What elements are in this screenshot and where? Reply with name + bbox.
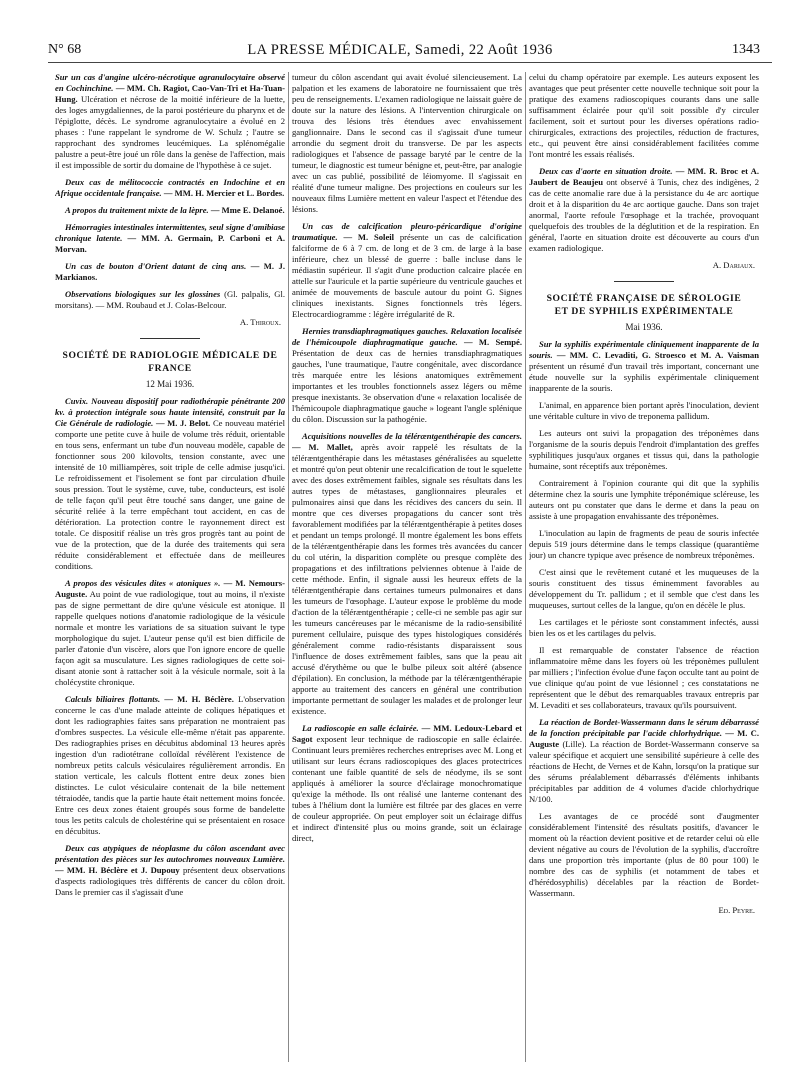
article-authors: — MM. H. Béclère et J. Dupouy: [55, 865, 180, 875]
paragraph: L'inoculation au lapin de fragments de peau de souris infectée depuis 519 jours détermine dans le temps classique (quarantième jour) un chancre typique avec présence de nombreux tréponèmes.: [529, 528, 759, 560]
article-title: Deux cas atypiques de néoplasme du côlon ascendant avec présentation des pièces sur les autochromes nouveaux Lumière.: [55, 843, 285, 864]
article-authors: — M. H. Béclère.: [164, 694, 234, 704]
article: [55, 843, 285, 898]
column-divider: [288, 72, 289, 1062]
article-body: ont observé à Tunis, chez des indigènes, 2 cas de cette anomalie rare due à la persistance du 4e arc aortique droit et à la disparition du 4e arc aortique gauche. Dans son trajet anormal, l'aorte refoule l'œsophage et la trachée, provoquant quelquefois des troubles de la déglutition et de la respiration. En général, l'aorte en situation droite est découverte au cours d'un examen radiologique.: [529, 177, 759, 253]
article-title: La radioscopie en salle éclairée.: [302, 723, 419, 733]
article-authors: — MM. R. Broc et A. Jaubert de Beaujeu: [529, 166, 759, 187]
paragraph: Les avantages de ce procédé sont d'augmenter considérablement l'intensité des résultats positifs, d'avancer le moment où la réaction devient positive et de retarder celui où elle devient négative au cours de l'évolution de la syphilis, d'accroître dans une proportion très importante (plus de 80 pour 100) le nombre des cas de syphilis (et notamment de tabes et d'hérédosyphilis) décelables par la réaction de Bordet-Wassermann.: [529, 811, 759, 898]
article-body: L'observation concerne le cas d'une malade atteinte de coliques hépatiques et dont les radiographies faites sans préparation ne montraient pas d'ombres suspectes. La vésicule elle-même n'était pas apparente. Des radiographies prises en décubitus abdominal 13 heures après ingestion d'un radiotétrane colloïdal révélèrent l'existence de nombreux petits calculs vésiculaires régulièrement arrondis. En station verticale, les calculs flottent entre deux zones bien distinctes. Le culot vésiculaire contenait de la bile nettement tétraiodée, tandis que la partie haute était nettement moins foncée. Entre ces deux zones étaient groupés sous forme de bandelette tous les petits calculs de cholestérine qui se présentaient en rosace en décubitus.: [55, 694, 285, 836]
article-body: tumeur du côlon ascendant qui avait évolué silencieusement. La palpation et les examens de laboratoire ne fournissaient que très peu de renseignements. L'examen radiologique ne laissait guère de doute sur la nature des lésions. A l'intervention chirurgicale on trouva des lésions très étendues avec envahissement ganglionnaire. Dans le second cas il s'agissait d'une tumeur arrondie du segment droit du transverse. De par les aspects radiologiques et l'absence de passage baryté par le centre de la tumeur, le diagnostic est tumeur bénigne et, peut-être, par analogie avec un cas publié, possibilité de léiomyome. Il s'agissait en réalité d'une tumeur maligne. Des projections en couleurs sur les nouveaux films Lumière mettent en valeur l'aspect et l'étendue des lésions.: [292, 72, 522, 214]
paragraph: Contrairement à l'opinion courante qui dit que la syphilis détermine chez la souris une lymphite tréponémique scléreuse, les auteurs ont pu constater que dans le derme et dans la peau on assiste à une propagation envahissante des tréponèmes.: [529, 478, 759, 521]
article: [55, 205, 285, 216]
article-body: Au point de vue radiologique, tout au moins, il n'existe pas de signe permettant de dire qu'une vésicule est atonique. Il rappelle quelques notions d'anatomie radiologique de la vésicule normale et montre les variations de sa situation suivant le type morphologique du sujet. L'auteur pense qu'il est bien difficile de parler d'atonie d'un viscère, alors que l'on ignore encore de quelle façon agit sa musculature. Les signes radiologiques de cette soi-disant atonie sont à rattacher soit à la vésicule normale, soit à la cholécystite chronique.: [55, 589, 285, 687]
column-divider: [525, 72, 526, 1062]
article-authors: — M. Sempé.: [464, 337, 522, 347]
article-title: A propos du traitement mixte de la lèpre.: [65, 205, 209, 215]
article-title: Calculs biliaires flottants.: [65, 694, 161, 704]
article-authors: — Mme E. Delanoé.: [210, 205, 285, 215]
page-number: 1343: [732, 42, 760, 57]
column-3: [529, 72, 759, 1072]
article: [529, 339, 759, 394]
article-body: (Gl. palpalis, Gl. morsitans). — MM. Roubaud et J. Colas-Belcour.: [55, 289, 285, 310]
article: [292, 326, 522, 425]
article-authors: — M. J. Belot.: [155, 418, 211, 428]
article-authors: — MM. Ch. Ragiot, Cao-Van-Tri et Ha-Tuan-Hung.: [55, 83, 285, 104]
paragraph: Les cartilages et le périoste sont constamment infectés, aussi bien les os et les cartilages du pelvis.: [529, 617, 759, 638]
article-title: Cuvix. Nouveau dispositif pour radiothérapie pénétrante 200 kv. à protection intégrale sous haute intensité, construit par la Cie Générale de radiologie.: [55, 396, 285, 428]
article-authors: — M. Soleil: [343, 232, 395, 242]
article-body: (Lille). La réaction de Bordet-Wassermann conserve sa valeur spécifique et acquiert une sensibilité supérieure à celle des réactions de Hecht, de Vernes et de Kahn, lorsqu'on la pratique sur des sérums préalablement débarrassés d'éléments inhibants précipitables par addition de 4 volumes d'acide chlorhydrique N/100.: [529, 739, 759, 804]
article: [55, 72, 285, 171]
article-authors: — M. J. Markianos.: [55, 261, 285, 282]
column-2: [292, 72, 522, 1072]
article-authors: — M. C. Auguste: [529, 728, 759, 749]
article-title: Un cas de bouton d'Orient datant de cinq ans.: [65, 261, 247, 271]
article-body: Présentation de deux cas de hernies transdiaphragmatiques gauches, l'une traumatique, l'autre congénitale, avec discordance très marquée entre les lésions anatomiques extrêmement importantes et les troubles fonctionnels assez légers ou même presque inexistants. 3e observation d'une « relaxation localisée de l'hémicoupole diaphragmatique gauche » logeant l'angle splénique du côlon. Discussion sur la pathogénie.: [292, 348, 522, 424]
article-body: présentent un résumé d'un travail très important, concernant une étude nouvelle sur la syphilis expérimentale cliniquement inapparente de la souris.: [529, 361, 759, 393]
article-authors: — MM. Ledoux-Lebard et Sagot: [292, 723, 522, 744]
paragraph: L'animal, en apparence bien portant après l'inoculation, devient une véritable culture in vivo de treponema pallidum.: [529, 400, 759, 421]
article: [55, 222, 285, 255]
article-title: Sur un cas d'angine ulcéro-nécrotique agranulocytaire observé en Cochinchine.: [55, 72, 285, 93]
article-body: présente un cas de calcification falciforme de 6 à 7 cm. de long et de 3 cm. de large à la base inférieure, chez un blessé de guerre : balle incluse dans le médiastin supérieur. Il s'agit d'une production calcaire placée en attelle sur l'auricule et la partie supérieure du ventricule gauches et animée de mouvements de bascule autour du point G. Signes cliniques inexistants. Signes fonctionnels très légers. Electrocardiogramme : légère irrégularité de R.: [292, 232, 522, 319]
article: [55, 578, 285, 688]
article-body: Ulcération et nécrose de la moitié inférieure de la luette, des loges amygdaliennes, de la paroi postérieure du pharynx et de l'épiglotte, décès. Le syndrome agranulocytaire a évolué en 2 phases : l'une rappelant le syndrome de W. Schulz ; l'autre se rapprochant des syndromes leucémiques. La splénomégalie palustre a peut-être joué un rôle dans la genèse de l'affection, mais il est impossible de sortir du domaine de l'hypothèse à ce sujet.: [55, 94, 285, 170]
article-title: Sur la syphilis expérimentale cliniquement inapparente de la souris.: [529, 339, 759, 360]
separator: [140, 338, 200, 339]
article-title: Un cas de calcification pleuro-péricardique d'origine traumatique.: [292, 221, 522, 242]
paragraph: Il est remarquable de constater l'absence de réaction inflammatoire même dans les foyers où les tréponèmes pullulent par milliers ; l'infection évolue d'une façon occulte tant au point de vue clinique qu'au point de vue lésionnel ; ces constatations ne représentent que le début des remarquables travaux entrepris par M. Levaditi et ses collaborateurs, travaux qu'ils poursuivent.: [529, 645, 759, 710]
article: [292, 431, 522, 717]
article-title: Deux cas de mélitococcie contractés en Indochine et en Afrique occidentale française.: [55, 177, 285, 198]
separator: [614, 281, 674, 282]
article-title: La réaction de Bordet-Wassermann dans le sérum débarrassé de la fonction précipitable par l'acide chlorhydrique.: [529, 717, 759, 738]
article-authors: — MM. C. Levaditi, G. Stroesco et M. A. Vaisman: [556, 350, 759, 360]
signature: A. Dariaux.: [712, 260, 755, 270]
header-rule: [48, 62, 772, 63]
signature: A. Thiroux.: [239, 317, 281, 327]
journal-title: LA PRESSE MÉDICALE, Samedi, 22 Août 1936: [247, 42, 553, 58]
article: [55, 261, 285, 283]
article: [55, 694, 285, 837]
article-title: Observations biologiques sur les glossines: [65, 289, 221, 299]
article-title: Acquisitions nouvelles de la téléræntgenthérapie des cancers.: [302, 431, 522, 441]
article: [55, 177, 285, 199]
article-authors: — M. Nemours-Auguste.: [55, 578, 285, 599]
section-date: Mai 1936.: [625, 322, 663, 332]
issue-number: N° 68: [48, 42, 82, 57]
article: [55, 289, 285, 311]
article-authors: — MM. A. Germain, P. Carboni et A. Morvan.: [55, 233, 285, 254]
article-body: Ce nouveau matériel comporte une petite cuve à huile de volume très réduit, orientable en tous sens, enfermant un tube d'un nouveau modèle, capable de fonctionner sous 200 kilovolts, tension constante, avec une intensité de 10 milliampères, soit triple de celle admise jusqu'ici. Le refroidissement et l'isolement se font par circulation d'huile sous pression. Tout le système, cuve, tube, conducteurs, est isolé de telle façon qu'il peut être touché sans danger, une gaine de sécurité reliée à la terre empêchant tout accident, en cas de détérioration. La protection contre le rayonnement direct est totale. Ce dispositif réalise un très gros progrès tant au point de vue de la protection, que de la durée des traitements qui sera réduite considérablement et effectuée dans de meilleures conditions.: [55, 418, 285, 571]
article-body: celui du champ opératoire par exemple. Les auteurs exposent les avantages que peut présenter cette nouvelle technique soit pour la pratique des examens radioscopiques courants dans une salle suffisamment éclairée pour qu'il soit possible d'y circuler facilement, soit et surtout pour les diverses opérations radio-chirurgicales, extractions des projectiles, réduction de fractures, etc., qui peuvent être ainsi considérablement facilitées comme l'ont montré les essais réalisés.: [529, 72, 759, 159]
article-title: A propos des vésicules dites « atoniques ».: [65, 578, 221, 588]
section-date: 12 Mai 1936.: [145, 379, 195, 389]
article-authors: — MM. H. Mercier et L. Bordes.: [163, 188, 285, 198]
article-authors: — M. Mallet,: [292, 442, 353, 452]
section-title-line-2: ET DE SYPHILIS EXPÉRIMENTALE: [554, 306, 734, 317]
article-title: Deux cas d'aorte en situation droite.: [539, 166, 673, 176]
article: [529, 717, 759, 805]
paragraph: Les auteurs ont suivi la propagation des tréponèmes dans l'organisme de la souris depuis l'endroit d'implantation des greffes syphilitiques jusqu'aux organes et tissus qui, dans la pathologie humaine, sont réceptifs aux tréponèmes.: [529, 428, 759, 471]
article: [292, 221, 522, 320]
article: [292, 723, 522, 844]
column-1: [55, 72, 285, 1072]
paragraph: C'est ainsi que le revêtement cutané et les muqueuses de la souris constituent des tissus éminemment favorables au développement du Tr. pallidum ; et il semble que c'est dans les muqueuses, surtout celles de la langue, qu'on en décèle le plus.: [529, 567, 759, 610]
signature: Ed. Peyre.: [718, 905, 755, 915]
article-body: après avoir rappelé les résultats de la téléræntgenthérapie dans les métastases généralisées au squelette et montré qu'on peut obtenir une recalcification de tout le squelette avec des doses extrêmement faibles, signale ses résultats dans les autres types de métastases, ganglionnaires pleurales et pulmonaires ainsi que dans les récidives des cancers du sein. Il montre que ces diverses propagations du cancer sont très favorablement modifiées par la téléræntgenthérapie à petites doses et pendant un temps prolongé. Il montre également les bons effets de la téléræntgenthérapie dans les formes très avancées du cancer du col utérin, la disparition complète ou presque complète des propagations et des infiltrations pelviennes obtenue à l'aide de cette méthode. Enfin, il signale aussi les heureux effets de la téléræntgenthérapie dans certaines tumeurs pulmonaires et dans les tumeurs de l'œsophage. L'auteur expose le problème du mode d'action de la téléræntgenthérapie ; celle-ci ne semble pas agir sur les tumeurs cancéreuses par le mécanisme de la radio-sensibilité purement cellulaire, puisque des types histologiques considérés généralement comme radio-résistants disparaissent sous l'influence de doses extrêmement faibles, sans que la peau ait accusé d'érythème ou que le bulbe pileux soit altéré (absence d'épilation). En conclusion, la méthode par la téléræntgenthérapie apporte au traitement des cancers en général une contribution importante permettant de soulager les malades et de prolonger leur existence.: [292, 442, 522, 716]
article-title: Hernies transdiaphragmatiques gauches. Relaxation localisée de l'hémicoupole diaphragmatique gauche.: [292, 326, 522, 347]
article-title: Hémorragies intestinales intermittentes, seul signe d'amibiase chronique latente.: [55, 222, 285, 243]
section-title-line-1: SOCIÉTÉ FRANÇAISE DE SÉROLOGIE: [546, 293, 742, 304]
article: [55, 396, 285, 572]
article-body: exposent leur technique de radioscopie en salle éclairée. Continuant leurs premières recherches entreprises avec M. Long et utilisant sur leurs écrans radioscopiques des glaces protectrices contenant une faible quantité de sels de néodyme, ils se sont appliqués à améliorer la source d'éclairage monochromatique qu'exige la méthode. Ils ont réalisé une lanterne contenant des tubes à l'hélium dont la lumière est filtrée par des glaces en verre de couleur appropriée. On peut employer soit un éclairage diffus et indirect d'intensité plus ou moins grande, soit un éclairage direct,: [292, 734, 522, 843]
article-body: présentent deux observations d'aspects radiologiques très différents de cancer du côlon droit. Dans le premier cas il s'agissait d'une: [55, 865, 285, 897]
section-title: SOCIÉTÉ DE RADIOLOGIE MÉDICALE DE FRANCE: [62, 350, 278, 374]
page-header: [28, 42, 772, 64]
article: [529, 166, 759, 254]
